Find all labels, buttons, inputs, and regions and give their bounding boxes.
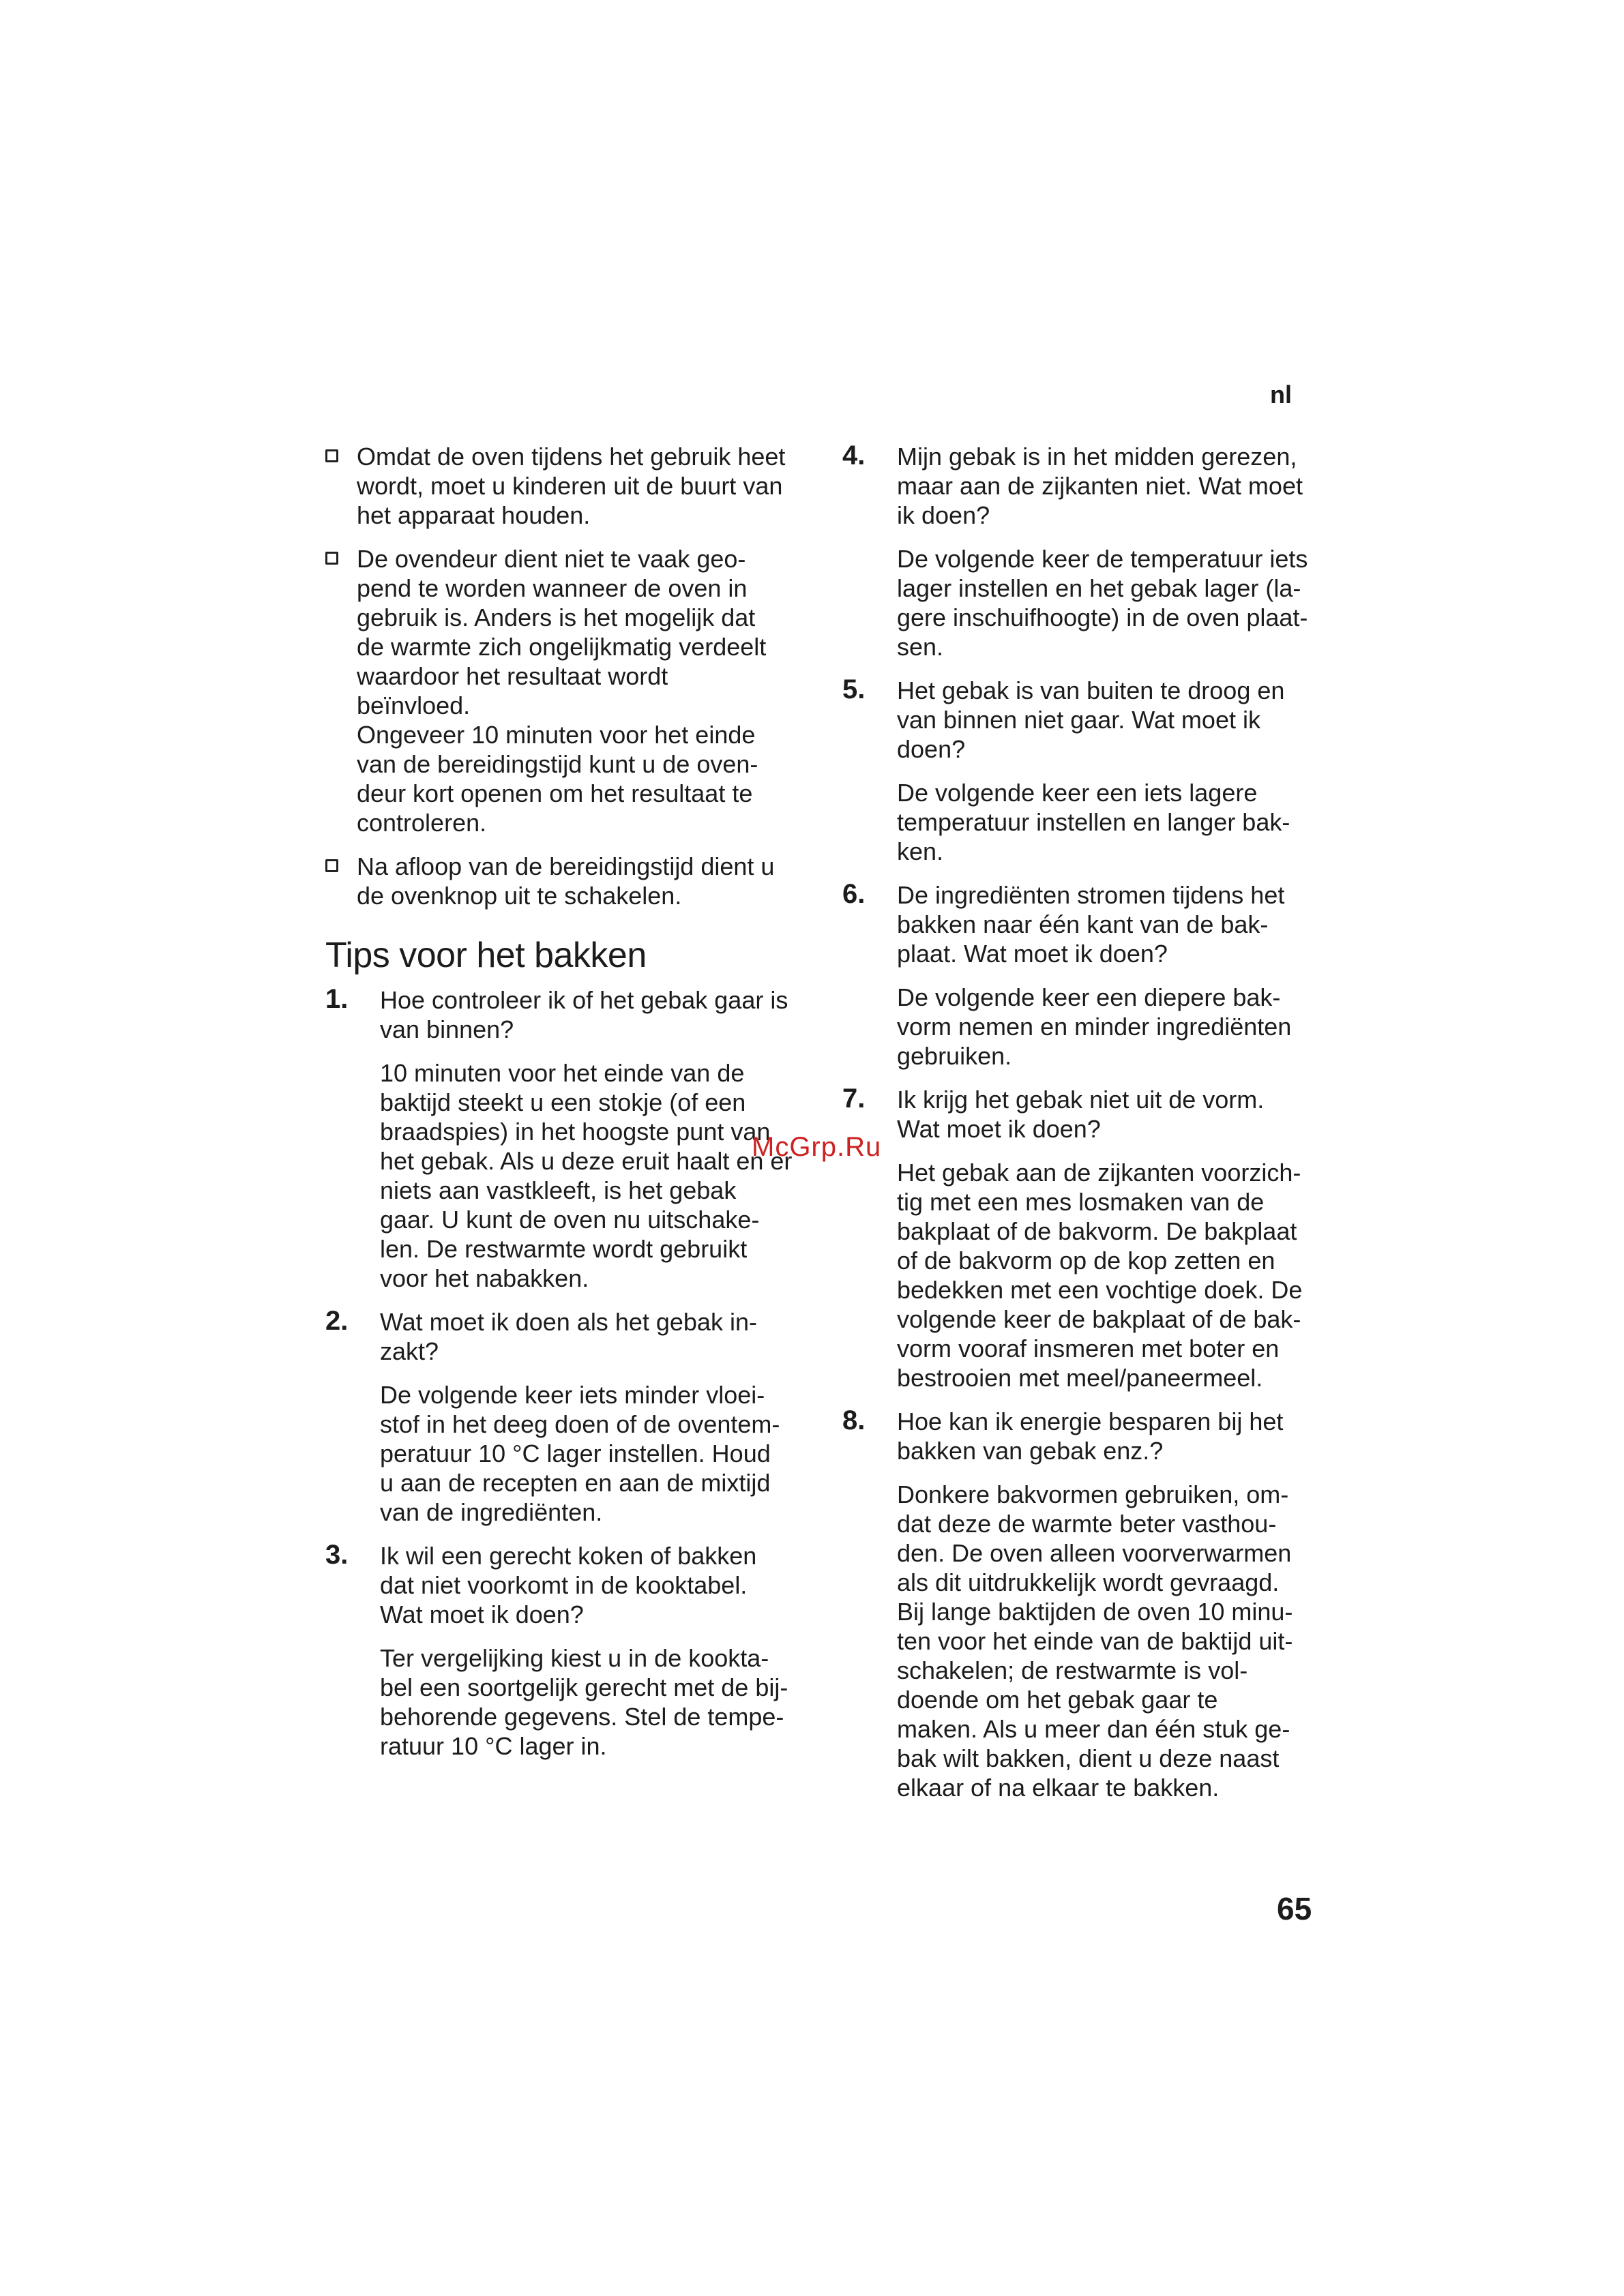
checkbox-bullet-icon bbox=[325, 859, 338, 872]
tip-question: De ingrediënten stromen tijdens het bakken naar één kant van de bak- plaat. Wat moet ik doen? bbox=[897, 881, 1285, 968]
tip-question: Het gebak is van buiten te droog en van binnen niet gaar. Wat moet ik doen? bbox=[897, 676, 1285, 763]
tip-question: Mijn gebak is in het midden gerezen, maar aan de zijkanten niet. Wat moet ik doen? bbox=[897, 443, 1303, 529]
tip-item bbox=[325, 1541, 830, 1761]
tip-number: 6. bbox=[842, 879, 866, 909]
tip-item bbox=[325, 1307, 830, 1527]
checkbox-bullet-icon bbox=[325, 449, 338, 462]
tip-item bbox=[842, 1085, 1361, 1392]
tip-question: Hoe controleer ik of het gebak gaar is van binnen? bbox=[380, 986, 788, 1043]
tip-number: 8. bbox=[842, 1405, 866, 1435]
tip-answer: Het gebak aan de zijkanten voorzich- tig met een mes losmaken van de bakplaat of de bakvorm. De bakplaat of de bakvorm op de kop zetten en bedekken met een vochtige doek. De volgende keer de bakplaat of de bak- vorm vooraf insmeren met boter en bestrooien met meel/paneermeel. bbox=[897, 1159, 1303, 1392]
tip-question: Ik wil een gerecht koken of bakken dat niet voorkomt in de kooktabel. Wat moet ik doen? bbox=[380, 1542, 757, 1628]
tip-answer: De volgende keer een iets lagere temperatuur instellen en langer bak- ken. bbox=[897, 779, 1290, 865]
tip-number: 2. bbox=[325, 1306, 349, 1336]
bullet-item bbox=[325, 544, 830, 837]
tip-item bbox=[842, 880, 1361, 1071]
tip-number: 1. bbox=[325, 984, 349, 1014]
section-title: Tips voor het bakken bbox=[325, 936, 647, 975]
language-code: nl bbox=[1270, 381, 1292, 408]
checkbox-bullet-icon bbox=[325, 552, 338, 565]
tip-question: Wat moet ik doen als het gebak in- zakt? bbox=[380, 1308, 757, 1365]
watermark-text: McGrp.Ru bbox=[752, 1132, 882, 1162]
tip-number: 4. bbox=[842, 441, 866, 471]
tip-question: Hoe kan ik energie besparen bij het bakken van gebak enz.? bbox=[897, 1407, 1284, 1465]
tip-answer: Ter vergelijking kiest u in de kookta- bel een soortgelijk gerecht met de bij- behorende gegevens. Stel de tempe- ratuur 10 °C lager in. bbox=[380, 1644, 788, 1760]
bullet-text: Na afloop van de bereidingstijd dient u de ovenknop uit te schakelen. bbox=[357, 852, 775, 910]
tip-question: Ik krijg het gebak niet uit de vorm. Wat moet ik doen? bbox=[897, 1086, 1265, 1143]
bullet-text: Omdat de oven tijdens het gebruik heet wordt, moet u kinderen uit de buurt van het apparaat houden. bbox=[357, 443, 786, 529]
right-column bbox=[842, 442, 1361, 1817]
tip-answer: De volgende keer de temperatuur iets lager instellen en het gebak lager (la- gere inschuifhoogte) in de oven plaat- sen. bbox=[897, 545, 1308, 661]
tip-item bbox=[842, 676, 1361, 866]
tip-answer: 10 minuten voor het einde van de baktijd steekt u een stokje (of een braadspies) in het hoogste punt van het gebak. Als u deze eruit haalt en er niets aan vastkleeft, is het gebak gaar. U kunt de oven nu uitschake- len. De restwarmte wordt gebruikt voor het nabakken. bbox=[380, 1059, 793, 1292]
bullet-item bbox=[325, 442, 830, 530]
tip-answer: De volgende keer een diepere bak- vorm nemen en minder ingrediënten gebruiken. bbox=[897, 983, 1292, 1070]
bullet-item bbox=[325, 852, 830, 910]
tip-item bbox=[842, 442, 1361, 661]
tip-number: 5. bbox=[842, 674, 866, 704]
tip-number: 3. bbox=[325, 1540, 349, 1570]
tip-item bbox=[842, 1407, 1361, 1802]
tip-answer: De volgende keer iets minder vloei- stof in het deeg doen of de oventem- peratuur 10 °C lager instellen. Houd u aan de recepten en aan de mixtijd van de ingrediënten. bbox=[380, 1381, 780, 1526]
tip-number: 7. bbox=[842, 1084, 866, 1114]
tip-answer: Donkere bakvormen gebruiken, om- dat deze de warmte beter vasthou- den. De oven alleen voorverwarmen als dit uitdrukkelijk wordt gevraagd. Bij lange baktijden de oven 10 minu- ten voor het einde van de baktijd uit- schakelen; de restwarmte is vol- doende om het gebak gaar te maken. Als u meer dan één stuk ge- bak wilt bakken, dient u deze naast elkaar of na elkaar te bakken. bbox=[897, 1480, 1293, 1802]
bullet-text: De ovendeur dient niet te vaak geo- pend te worden wanneer de oven in gebruik is. Anders is het mogelijk dat de warmte zich ongelijkmatig verdeelt waardoor het resultaat wordt beïnvloed. Ongeveer 10 minuten voor het einde van de bereidingstijd kunt u de oven- deur kort openen om het resultaat te controleren. bbox=[357, 545, 767, 837]
page-number: 65 bbox=[1277, 1891, 1312, 1926]
left-column bbox=[325, 442, 830, 1775]
